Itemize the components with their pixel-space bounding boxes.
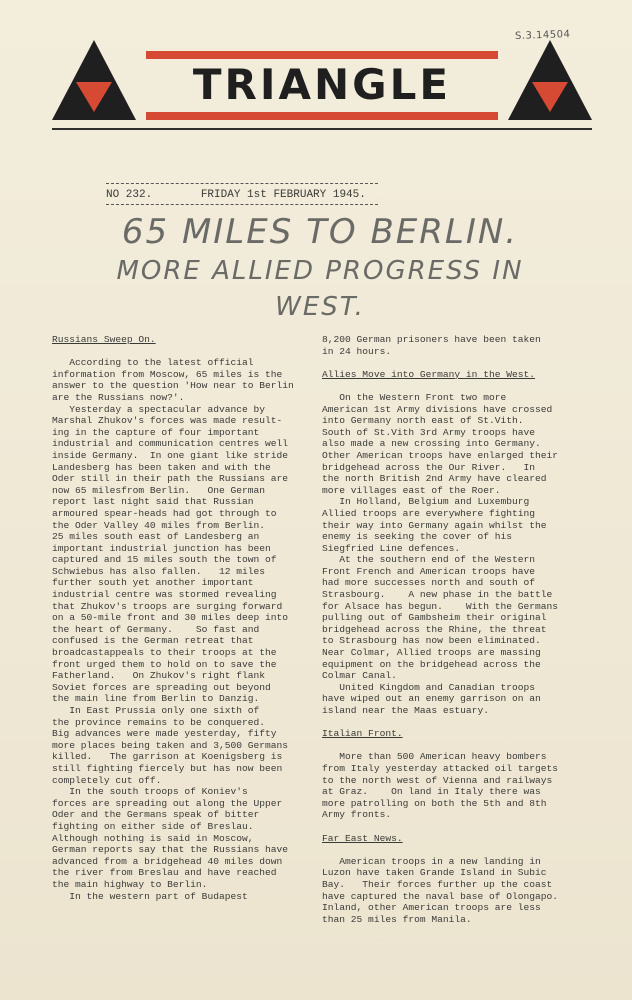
article-text-line: have wiped out an enemy garrison on an xyxy=(322,693,541,705)
article-text-line: industrial centre was stormed revealing xyxy=(52,589,277,601)
issue-line xyxy=(106,189,408,201)
masthead-red-bar-top xyxy=(146,51,498,59)
article-text-line: the heart of Germany. So fast and xyxy=(52,623,260,635)
article-text-line: bridgehead across the Our River. In xyxy=(322,461,536,473)
article-text-line: completely cut off. xyxy=(52,774,162,786)
article-text-line: at Graz. On land in Italy there was xyxy=(322,786,541,798)
article-text-line: equipment on the bridgehead across the xyxy=(322,658,541,670)
article-text-line: the river from Breslau and have reached xyxy=(52,867,277,879)
article-text-line: from Italy yesterday attacked oil targets xyxy=(322,762,559,774)
left-article-column xyxy=(52,334,314,902)
article-text-line: Oder still in their path the Russians are xyxy=(52,473,289,485)
article-text-line: report last night said that Russian xyxy=(52,496,254,508)
article-text-line: ing in the capture of four important xyxy=(52,426,260,438)
article-text-line: more patrolling on both the 5th and 8th xyxy=(322,797,547,809)
triangle-logo-right xyxy=(508,40,592,122)
article-text-line: Luzon have taken Grande Island in Subic xyxy=(322,867,547,879)
headline-line-3: WEST. xyxy=(275,292,365,322)
article-text-line: advanced from a bridgehead 40 miles down xyxy=(52,855,283,867)
article-text-line: on a 50-mile front and 30 miles deep into xyxy=(52,612,289,624)
article-text-line: more places being taken and 3,500 Germans xyxy=(52,739,289,751)
article-text-line: for Alsace has begun. With the Germans xyxy=(322,600,559,612)
article-text-line: information from Moscow, 65 miles is the xyxy=(52,368,283,380)
article-text-line: pulling out of Gambsheim their original xyxy=(322,612,547,624)
article-text-line: On the Western Front two more xyxy=(322,391,507,403)
article-text-line: further south yet another important xyxy=(52,577,254,589)
article-text-line: also made a new crossing into Germany. xyxy=(322,438,541,450)
article-text-line: than 25 miles from Manila. xyxy=(322,913,472,925)
article-text-line: front urged them to hold on to save the xyxy=(52,658,277,670)
article-text-line: Near Colmar, Allied troops are massing xyxy=(322,647,541,659)
article-text-line: In East Prussia only one sixth of xyxy=(52,705,260,716)
triangle-logo-left xyxy=(52,40,136,122)
article-text-line: still fighting fiercely but has now been xyxy=(52,762,283,774)
article-text-line: South of St.Vith 3rd Army troops have xyxy=(322,426,536,438)
article-text-line: to the north west of Vienna and railways xyxy=(322,774,553,786)
article-text-line: bridgehead across the Rhine, the threat xyxy=(322,623,547,635)
article-text-line: Other American troops have enlarged their xyxy=(322,449,559,461)
right-article-column xyxy=(322,334,587,925)
article-text-line: had more successes north and south of xyxy=(322,577,536,589)
article-text-line: Siegfried Line defences. xyxy=(322,542,461,554)
issue-dashed-rule-bottom xyxy=(106,204,378,205)
article-text-line: answer to the question 'How near to Berlin xyxy=(52,380,294,392)
article-text-line: more villages east of the Roer. xyxy=(322,484,501,496)
article-text-line: Landesberg has been taken and with the xyxy=(52,461,271,473)
article-text-line: armoured spear-heads had got through to xyxy=(52,507,277,519)
article-text-line: In the western part of Budapest xyxy=(52,890,248,902)
article-text-line: Yesterday a spectacular advance by xyxy=(52,403,266,415)
article-text-line xyxy=(322,844,587,856)
article-text-line: Soviet forces are spreading out beyond xyxy=(52,681,271,693)
article-text-line: More than 500 American heavy bombers xyxy=(322,751,547,763)
article-text-line: confused is the German retreat that xyxy=(52,635,254,647)
issue-dashed-rule-top xyxy=(106,183,378,184)
article-text-line: island near the Maas estuary. xyxy=(322,705,489,716)
article-text-line: Allied troops are everywhere fighting xyxy=(322,507,536,519)
article-text-line: Army fronts. xyxy=(322,809,392,821)
article-text-line: killed. The garrison at Koenigsberg is xyxy=(52,751,283,763)
article-text-line: to Strasbourg has now been eliminated. xyxy=(322,635,541,647)
article-text-line: 8,200 German prisoners have been taken xyxy=(322,334,541,345)
section-heading: Far East News. xyxy=(322,832,403,844)
article-text-line: are the Russians now?'. xyxy=(52,391,185,403)
article-text-line: Schwiebus has also fallen. 12 miles xyxy=(52,565,266,577)
masthead-red-bar-bottom xyxy=(146,112,498,120)
headline-line-1: 65 MILES TO BERLIN. xyxy=(121,212,519,252)
article-text-line: into Germany north east of St.Vith. xyxy=(322,415,524,427)
article-text-line: Although nothing is said in Moscow, xyxy=(52,832,254,844)
masthead xyxy=(52,40,592,130)
article-text-line: forces are spreading out along the Upper xyxy=(52,797,283,809)
article-text-line: Oder and the Germans speak of bitter xyxy=(52,809,260,821)
article-text-line: now 65 milesfrom Berlin. One German xyxy=(52,484,266,496)
article-text-line: in 24 hours. xyxy=(322,345,392,357)
issue-date: FRIDAY 1st FEBRUARY 1945. xyxy=(200,189,366,201)
section-heading: Russians Sweep On. xyxy=(52,334,156,345)
article-text-line: United Kingdom and Canadian troops xyxy=(322,681,536,693)
article-text-line xyxy=(322,357,587,369)
article-text-line: In Holland, Belgium and Luxemburg xyxy=(322,496,530,508)
article-text-line: enemy is seeking the cover of his xyxy=(322,531,512,543)
article-text-line: Fatherland. On Zhukov's right flank xyxy=(52,670,266,682)
article-text-line: Colmar Canal. xyxy=(322,670,397,682)
article-text-line: According to the latest official xyxy=(52,357,254,369)
article-text-line: captured and 15 miles south the town of xyxy=(52,554,277,566)
article-text-line: their way into Germany again whilst the xyxy=(322,519,547,531)
issue-number: NO 232. xyxy=(106,189,153,201)
article-text-line: the main highway to Berlin. xyxy=(52,878,208,890)
article-text-line xyxy=(322,717,587,729)
article-text-line: have captured the naval base of Olongapo. xyxy=(322,890,559,902)
article-text-line xyxy=(52,346,314,358)
article-text-line: Inland, other American troops are less xyxy=(322,902,541,914)
article-text-line xyxy=(322,380,587,392)
article-text-line: industrial and communication centres well xyxy=(52,438,289,450)
archive-reference: S.3.14504 xyxy=(514,29,571,42)
article-text-line: American troops in a new landing in xyxy=(322,855,541,867)
article-text-line: broadcastappeals to their troops at the xyxy=(52,647,277,659)
article-text-line: important industrial junction has been xyxy=(52,542,271,554)
article-text-line: Front French and American troops have xyxy=(322,565,536,577)
article-text-line: the province remains to be conquered. xyxy=(52,716,266,728)
article-text-line: the north British 2nd Army have cleared xyxy=(322,473,547,485)
article-text-line: In the south troops of Koniev's xyxy=(52,786,248,798)
article-text-line: fighting on either side of Breslau. xyxy=(52,820,254,832)
headline-line-2: MORE ALLIED PROGRESS IN xyxy=(116,256,524,286)
article-text-line: the main line from Berlin to Danzig. xyxy=(52,693,260,705)
article-text-line xyxy=(322,740,587,752)
article-text-line: Big advances were made yesterday, fifty xyxy=(52,728,277,740)
article-text-line: At the southern end of the Western xyxy=(322,554,536,566)
article-text-line: Marshal Zhukov's forces was made result- xyxy=(52,415,283,427)
section-heading: Italian Front. xyxy=(322,728,403,740)
article-text-line: the Oder Valley 40 miles from Berlin. xyxy=(52,519,266,531)
article-text-line: Strasbourg. A new phase in the battle xyxy=(322,589,553,601)
masthead-title: TRIANGLE xyxy=(192,60,452,109)
article-text-line: inside Germany. In one giant like stride xyxy=(52,449,289,461)
article-text-line: Bay. Their forces further up the coast xyxy=(322,878,553,890)
article-text-line xyxy=(322,821,587,833)
masthead-rule xyxy=(52,128,592,130)
article-text-line: that Zhukov's troops are surging forward xyxy=(52,600,283,612)
article-text-line: German reports say that the Russians have xyxy=(52,844,289,856)
section-heading: Allies Move into Germany in the West. xyxy=(322,368,536,380)
article-text-line: 25 miles south east of Landesberg an xyxy=(52,531,260,543)
article-text-line: American 1st Army divisions have crossed xyxy=(322,403,553,415)
